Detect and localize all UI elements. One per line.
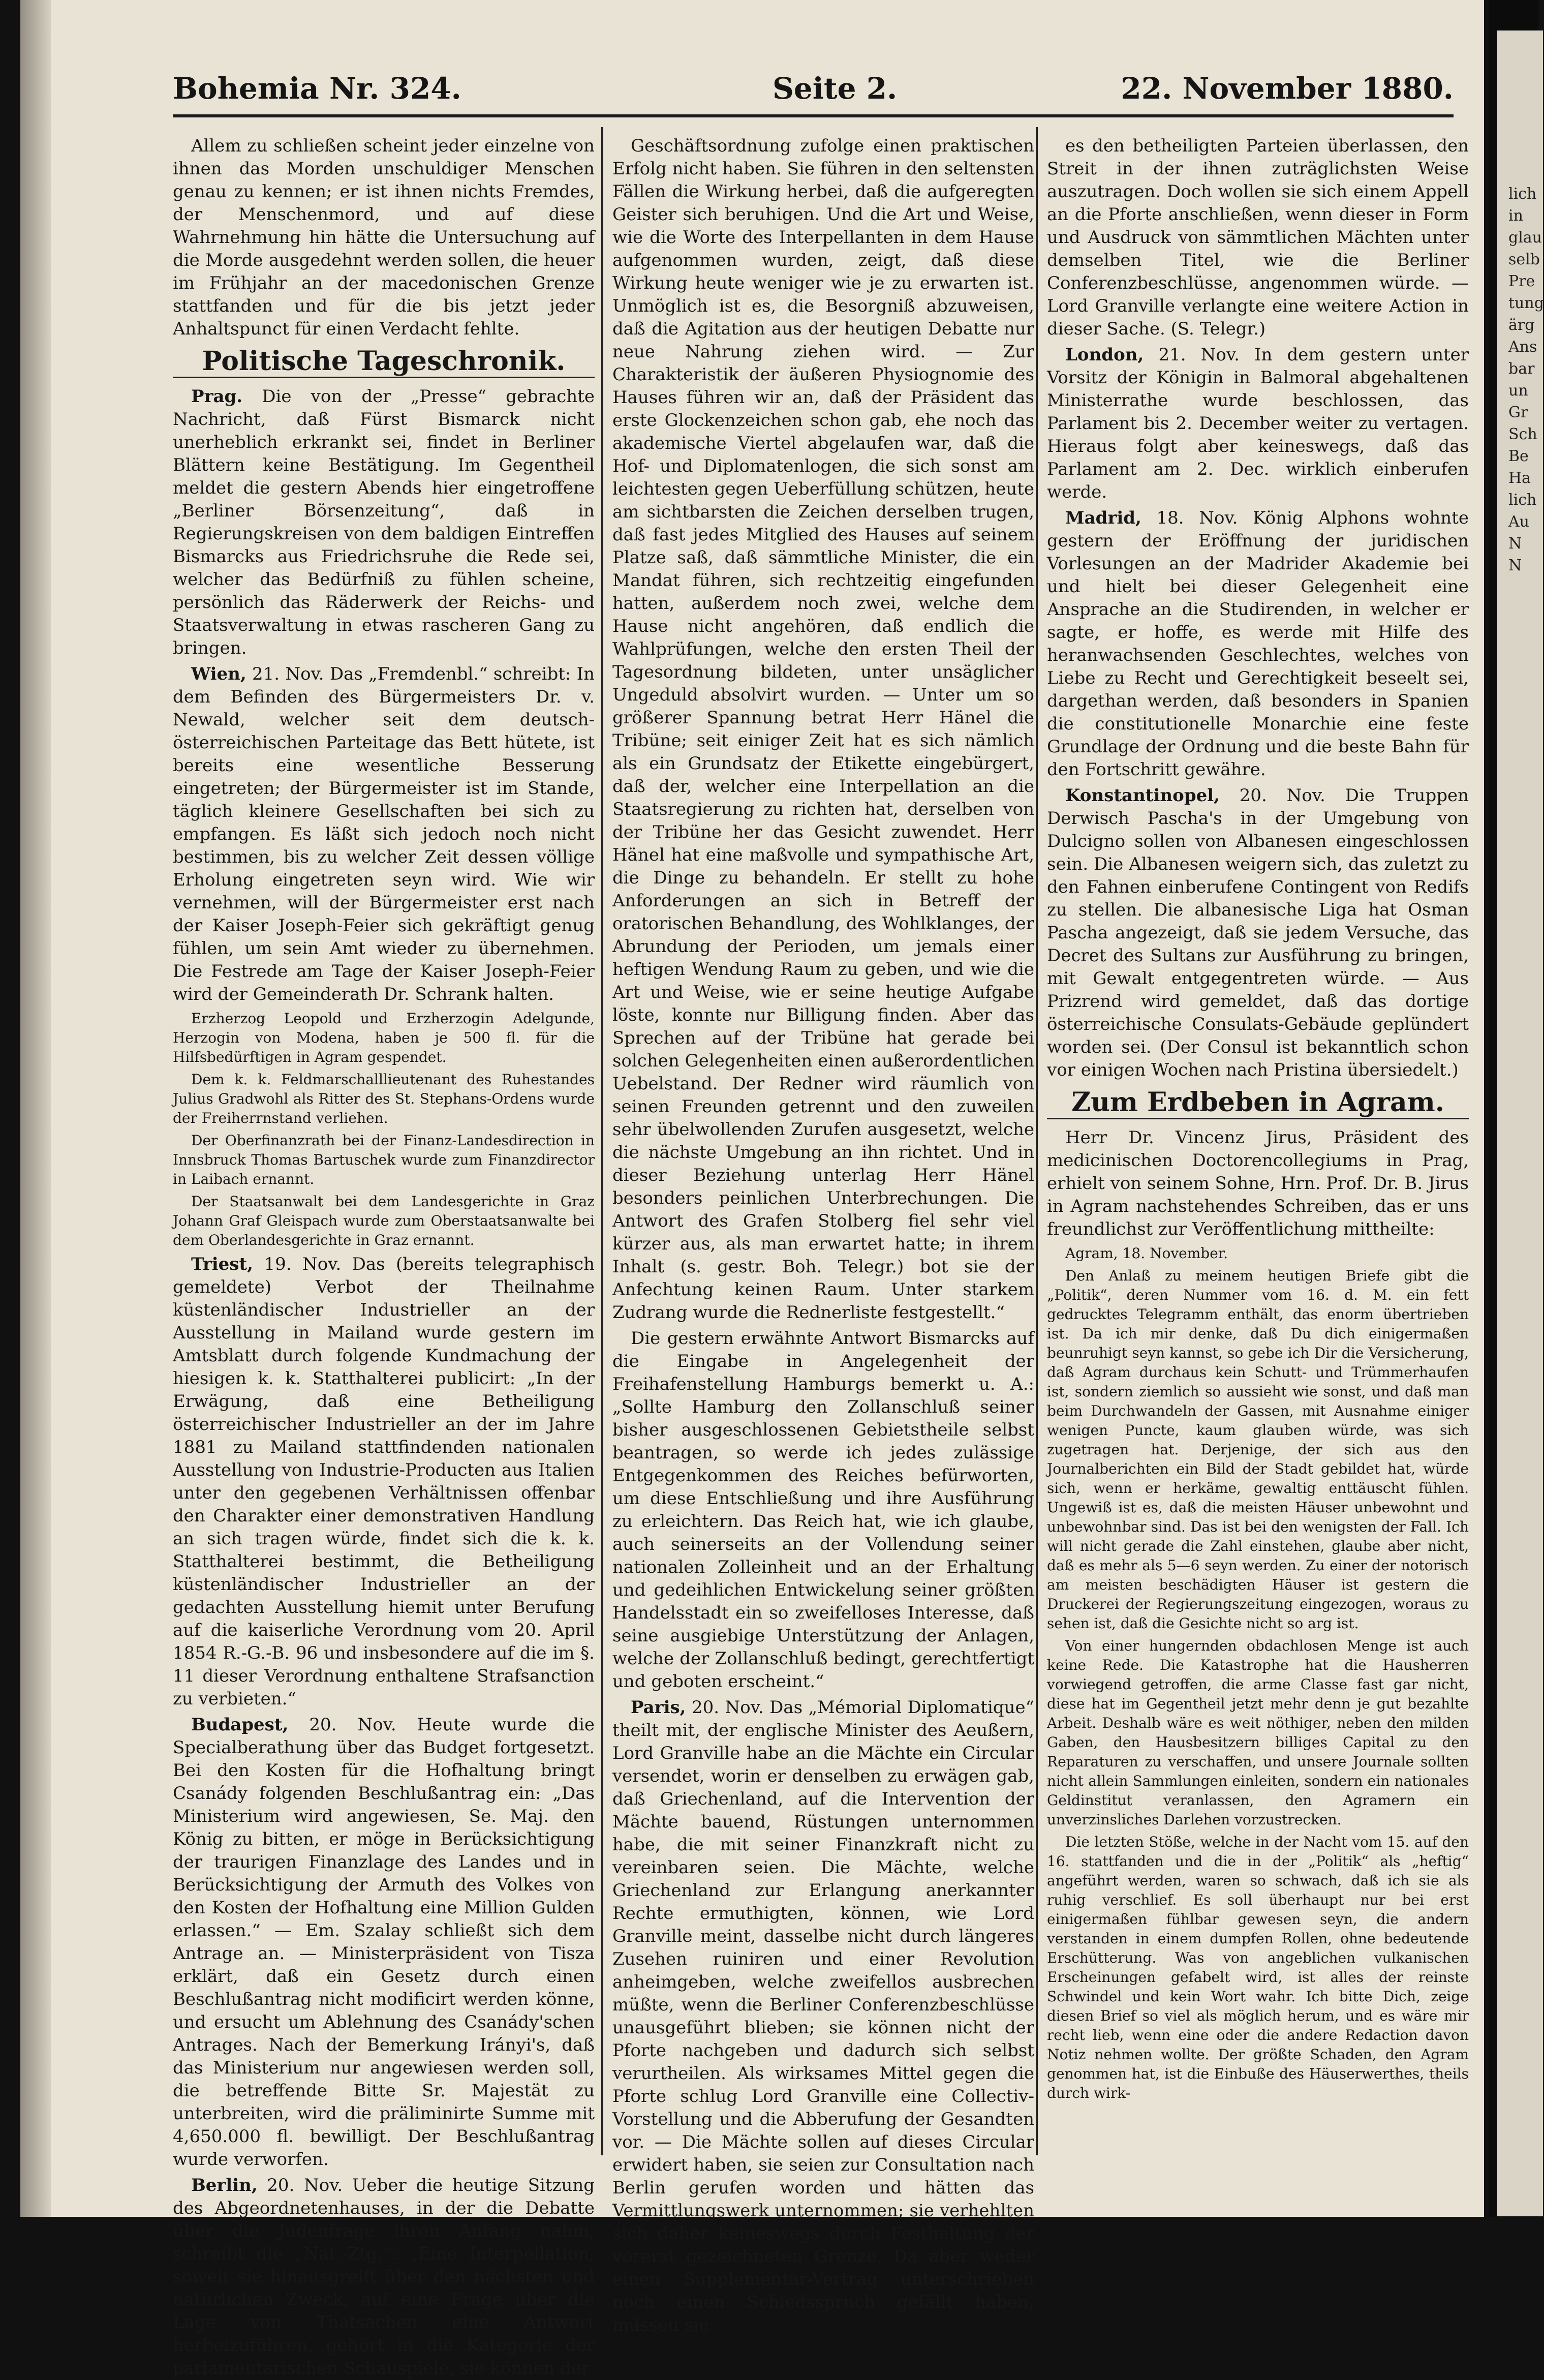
- article-paragraph: [1047, 135, 1469, 341]
- section-heading: Zum Erdbeben in Agram.: [1047, 1091, 1469, 1119]
- paragraph-text: Der Staatsanwalt bei dem Landesgerichte in Graz Johann Graf Gleispach wurde zum Oberstaatsanwalte bei dem Oberlandesgerichte in Graz ernannt.: [173, 1193, 595, 1248]
- adjacent-fragment: bar: [1508, 360, 1535, 378]
- adjacent-page-edge: [1489, 0, 1544, 2217]
- paragraph-text: 21. Nov. In dem gestern unter Vorsitz der Königin in Balmoral abgehaltenen Ministerrathe wurde beschlossen, das Parlament bis 2. December weiter zu vertagen. Hieraus folgt aber keineswegs, daß das Parlament am 2. Dec. wirklich einberufen werde.: [1047, 345, 1469, 502]
- paragraph-text: 20. Nov. Heute wurde die Specialberathung über das Budget fortgesetzt. Bei den Kosten für die Hofhaltung bringt Csanády folgenden Beschlußantrag ein: „Das Ministerium wird angewiesen, Se. Maj. den König zu bitten, er möge in Berücksichtigung der traurigen Finanzlage des Landes und in Berücksichtigung der Armuth des Volkes von den Kosten der Hofhaltung eine Million Gulden erlassen.“ — Em. Szalay schließt sich dem Antrage an. — Ministerpräsident von Tisza erklärt, daß ein Gesetz durch einen Beschlußantrag nicht modificirt werden könne, und ersucht um Ablehnung des Csanády'schen Antrages. Nach der Bemerkung Irányi's, daß das Ministerium nur angewiesen werden soll, die betreffende Bitte Sr. Majestät zu unterbreiten, wird die präliminirte Summe mit 4,650.000 fl. bewilligt. Der Beschlußantrag wurde verworfen.: [173, 1715, 595, 2170]
- paragraph-text: Geschäftsordnung zufolge einen praktischen Erfolg nicht haben. Sie führen in den seltensten Fällen die Wirkung herbei, daß die aufgeregten Geister sich beruhigen. Und die Art und Weise, wie die Worte des Interpellanten in dem Hause aufgenommen wurden, zeigt, daß diese Wirkung heute weniger wie je zu erwarten ist. Unmöglich ist es, die Besorgniß abzuweisen, daß die Agitation aus der heutigen Debatte nur neue Nahrung ziehen wird. — Zur Charakteristik der äußeren Physiognomie des Hauses führen wir an, daß der Präsident das erste Glockenzeichen schon gab, ehe noch das akademische Viertel abgelaufen war, daß die Hof- und Diplomatenlogen, die sich sonst am leichtesten gegen Ueberfüllung schützen, heute am sichtbarsten die Zeichen derselben trugen, daß fast jedes Mitglied des Hauses auf seinem Platze saß, daß sämmtliche Minister, die ein Mandat führen, sich rechtzeitig eingefunden hatten, außerdem noch zwei, welche dem Hause nicht angehören, daß endlich die Wahlprüfungen, welche den ersten Theil der Tagesordnung bildeten, unter unsäglicher Ungeduld absolvirt wurden. — Unter um so größerer Spannung betrat Herr Hänel die Tribüne; seit einiger Zeit hat es sich nämlich als ein Grundsatz der Etikette eingebürgert, daß der, welcher eine Interpellation an die Staatsregierung zu richten hat, derselben von der Tribüne her das Gesicht zuwendet. Herr Hänel hat eine maßvolle und sympathische Art, die Dinge zu behandeln. Er stellt zu hohe Anforderungen an sich in Betreff der oratorischen Behandlung, des Wohlklanges, der Abrundung der Perioden, um jemals einer heftigen Wendung Raum zu geben, und wie die Art und Weise, wie er seine heutige Aufgabe löste, konnte nur Billigung finden. Aber das Sprechen auf der Tribüne hat gerade bei solchen Gelegenheiten einen außerordentlichen Uebelstand. Der Redner wird räumlich von seinen Freunden getrennt und den zuweilen sehr übelwollenden Zurufen ausgesetzt, welche die nächste Umgebung an ihn richtet. Und in dieser Beziehung unterlag Herr Hänel besonders peinlichen Unterbrechungen. Die Antwort des Grafen Stolberg fiel sehr viel kürzer aus, als man erwartet hatte; in ihrem Inhalt (s. gestr. Boh. Telegr.) bot sie der Anfechtung keinen Raum. Unter starkem Zudrang wurde die Rednerliste festgestellt.“: [612, 136, 1034, 1323]
- header-page-number: Seite 2.: [773, 71, 898, 106]
- adjacent-fragment: tung: [1508, 294, 1544, 312]
- adjacent-fragment: Gr: [1508, 404, 1528, 421]
- adjacent-page-fragments: [1508, 183, 1544, 576]
- adjacent-fragment: Sch: [1508, 425, 1537, 443]
- paragraph-text: Erzherzog Leopold und Erzherzogin Adelgunde, Herzogin von Modena, haben je 500 fl. für die Hilfsbedürftigen in Agram gespendet.: [173, 1010, 595, 1065]
- article-paragraph: [612, 1327, 1034, 1693]
- article-paragraph: [612, 135, 1034, 1324]
- text-column-2: [612, 135, 1034, 2335]
- paragraph-text: 20. Nov. Die Truppen Derwisch Pascha's in der Umgebung von Dulcigno sollen von Albanesen eingeschlossen sein. Die Albanesen weigern sich, das zuletzt zu den Fahnen einberufene Contingent von Redifs zu stellen. Die albanesische Liga hat Osman Pascha angezeigt, daß sie jedem Versuche, das Decret des Sultans zur Ausführung zu bringen, mit Gewalt entgegentreten würde. — Aus Prizrend wird gemeldet, daß das dortige österreichische Consulats-Gebäude geplündert worden sei. (Der Consul ist bekanntlich schon vor einigen Wochen nach Pristina übersiedelt.): [1047, 785, 1469, 1080]
- paragraph-text: Von einer hungernden obdachlosen Menge ist auch keine Rede. Die Katastrophe hat die Hausherren vorwiegend getroffen, die arme Classe fast gar nicht, diese hat im Gegentheil jetzt mehr denn je gut bezahlte Arbeit. Deshalb wäre es weit nöthiger, neben den milden Gaben, den Hausbesitzern billiges Capital zu den Reparaturen zu verschaffen, und unsere Journale sollten nicht allein Sammlungen einleiten, sondern ein nationales Geldinstitut veranlassen, den Agramern ein unverzinsliches Darlehen vorzustrecken.: [1047, 1637, 1469, 1828]
- page-header: [173, 71, 1454, 117]
- article-paragraph: [173, 135, 595, 341]
- adjacent-fragment: ärg: [1508, 316, 1535, 334]
- paragraph-text: 20. Nov. Ueber die heutige Sitzung des Abgeordnetenhauses, in der die Debatte über die Judenfrage ihren Anfang nahm, schreibt die „Nat.-Ztg.“: „Eine Interpellation, soweit sie hinausgreift über den nächsten und natürlichen Zweck, auf eine Frage über die Lage von Thatsachen eine Antwort herbeizuführen, gehört in die Kategorie der parlamentarischen Schauspiele, sie können der: [173, 2175, 595, 2378]
- news-brief: [173, 1131, 595, 1189]
- dateline: Triest,: [191, 1254, 253, 1274]
- adjacent-fragment: Au: [1508, 513, 1529, 531]
- adjacent-fragment: N: [1508, 535, 1522, 553]
- article-paragraph: [173, 663, 595, 1006]
- dateline: London,: [1065, 345, 1144, 365]
- adjacent-fragment: in: [1508, 207, 1523, 225]
- paragraph-text: 20. Nov. Das „Mémorial Diplomatique“ theilt mit, der englische Minister des Aeußern, Lord Granville habe an die Mächte ein Circular versendet, worin er denselben zu erwägen gab, daß Griechenland, auf die Intervention der Mächte bauend, Rüstungen unternommen habe, die mit seiner Finanzkraft nicht zu vereinbaren seien. Die Mächte, welche Griechenland zur Erlangung anerkannter Rechte ermuthigten, können, wie Lord Granville meint, dasselbe nicht durch längeres Zusehen ruiniren und einer Revolution anheimgeben, welche zweifellos ausbrechen müßte, wenn die Berliner Conferenzbeschlüsse unausgeführt blieben; sie können nicht der Pforte nachgeben und dadurch sich selbst verurtheilen. Als wirksames Mittel gegen die Pforte schlug Lord Granville eine Collectiv-Vorstellung und die Abberufung der Gesandten vor. — Die Mächte sollen auf dieses Circular erwidert haben, sie seien zur Consultation nach Berlin gerufen worden und hätten das Vermittlungswerk unternommen; sie verhehlten sich daher keineswegs durch Festhaltung der vorerst gezeichneten Grenze. Da aber weder einen Supplementar-Vertrag unterschrieben noch einen Schiedsspruch gefällt haben, müssen sie: [612, 1697, 1034, 2335]
- article-paragraph: [173, 1714, 595, 2171]
- column-separator: [601, 127, 603, 2155]
- paragraph-text: Die gestern erwähnte Antwort Bismarcks auf die Eingabe in Angelegenheit der Freihafenstellung Hamburgs bemerkt u. A.: „Sollte Hamburg den Zollanschluß seiner bisher ausgeschlossenen Gebietstheile selbst beantragen, so werde ich jedes zulässige Entgegenkommen des Reiches befürworten, um diese Entschließung und ihre Ausführung zu erleichtern. Das Reich hat, wie ich glaube, auch seinerseits an der Vollendung seiner nationalen Zolleinheit und an der Erhaltung und gedeihlichen Entwickelung seiner größten Handelsstadt ein so zweifelloses Interesse, daß seine ausgiebige Unterstützung der Anlagen, welche der Zollanschluß bedingt, gerechtfertigt und geboten erscheint.“: [612, 1328, 1034, 1692]
- dateline: Konstantinopel,: [1065, 785, 1220, 806]
- adjacent-fragment: Ha: [1508, 469, 1531, 487]
- paragraph-text: 19. Nov. Das (bereits telegraphisch gemeldete) Verbot der Theilnahme küstenländischer Industrieller an der Ausstellung in Mailand wurde gestern im Amtsblatt durch folgende Kundmachung der hiesigen k. k. Statthalterei publicirt: „In der Erwägung, daß eine Betheiligung österreichischer Industrieller an der im Jahre 1881 zu Mailand stattfindenden nationalen Ausstellung von Industrie-Producten aus Italien unter den gegebenen Verhältnissen offenbar den Charakter einer demonstrativen Handlung an sich tragen würde, findet sich die k. k. Statthalterei bestimmt, die Betheiligung küstenländischer Industrieller an der gedachten Ausstellung hiemit unter Berufung auf die kaiserliche Verordnung vom 20. April 1854 R.-G.-B. 96 und insbesondere auf die im §. 11 dieser Verordnung enthaltene Strafsanction zu verbieten.“: [173, 1254, 595, 1709]
- header-date: 22. November 1880.: [1121, 71, 1454, 106]
- text-column-3: [1047, 135, 1469, 2148]
- dateline: Wien,: [191, 664, 246, 684]
- paragraph-text: Die von der „Presse“ gebrachte Nachricht, daß Fürst Bismarck nicht unerheblich erkrankt sei, findet in Berliner Blättern keine Bestätigung. Im Gegentheil meldet die gestern Abends hier eingetroffene „Berliner Börsenzeitung“, daß in Regierungskreisen von dem baldigen Eintreffen Bismarcks aus Friedrichsruhe die Rede sei, welcher das Bedürfniß zu fühlen scheine, persönlich das Räderwerk der Reichs- und Staatsverwaltung in etwas rascheren Gang zu bringen.: [173, 386, 595, 658]
- paragraph-text: Den Anlaß zu meinem heutigen Briefe gibt die „Politik“, deren Nummer vom 16. d. M. ein fett gedrucktes Telegramm enthält, das enorm übertrieben ist. Da ich mir denke, daß Du dich einigermaßen beunruhigt seyn kannst, so gebe ich Dir die Versicherung, daß Agram durchaus kein Schutt- und Trümmerhaufen ist, sondern ziemlich so aussieht wie sonst, und daß man beim Durchwandeln der Gassen, mit Ausnahme einiger wenigen Puncte, kaum glauben würde, was sich zugetragen hat. Derjenige, der sich aus den Journalberichten ein Bild der Stadt gebildet hat, würde sich, wenn er herkäme, gewaltig enttäuscht fühlen. Ungewiß ist es, daß die meisten Häuser unbewohnt und unbewohnbar sind. Das ist bei den wenigsten der Fall. Ich will nicht gerade die Zahl einstehen, glaube aber nicht, daß es mehr als 5—6 seyn werden. Zu einer der notorisch am meisten beschädigten Häuser ist gestern die Druckerei der Regierungszeitung eingezogen, woraus zu sehen ist, daß die Gesichte nicht so arg ist.: [1047, 1267, 1469, 1632]
- article-paragraph: [612, 1696, 1034, 2337]
- dateline: Paris,: [631, 1697, 686, 1718]
- newspaper-page: [20, 0, 1484, 2378]
- text-column-1: [173, 135, 595, 2378]
- news-brief: [1047, 1833, 1469, 2103]
- paragraph-text: 21. Nov. Das „Fremdenbl.“ schreibt: In dem Befinden des Bürgermeisters Dr. v. Newald, welcher seit dem deutsch-österreichischen Parteitage das Bett hütete, ist bereits eine wesentliche Besserung eingetreten; der Bürgermeister ist im Stande, täglich kleinere Gesellschaften bei sich zu empfangen. Es läßt sich jedoch noch nicht bestimmen, bis zu welcher Zeit dessen völlige Erholung eingetreten seyn wird. Wie wir vernehmen, will der Bürgermeister erst nach der Kaiser Joseph-Feier sich gekräftigt genug fühlen, um sein Amt wieder zu übernehmen. Die Festrede am Tage der Kaiser Joseph-Feier wird der Gemeinderath Dr. Schrank halten.: [173, 664, 595, 1004]
- dateline: Berlin,: [191, 2175, 258, 2195]
- article-paragraph: [173, 385, 595, 660]
- adjacent-fragment: Pre: [1508, 272, 1535, 290]
- news-brief: [173, 1192, 595, 1250]
- paragraph-text: 18. Nov. König Alphons wohnte gestern der Eröffnung der juridischen Vorlesungen an der Madrider Akademie bei und hielt bei dieser Gelegenheit eine Ansprache an die Studirenden, in welcher er sagte, er hoffe, es werde mit Hilfe des heranwachsenden Geschlechtes, welches von Liebe zu Recht und Gerechtigkeit beseelt sei, dargethan werden, daß besonders in Spanien die constitutionelle Monarchie eine feste Grundlage der Ordnung und die beste Bahn für den Fortschritt gewähre.: [1047, 508, 1469, 780]
- article-paragraph: [1047, 507, 1469, 781]
- article-paragraph: [173, 1253, 595, 1711]
- dateline: Budapest,: [191, 1715, 289, 1735]
- news-brief: [173, 1070, 595, 1128]
- paragraph-text: Herr Dr. Vincenz Jirus, Präsident des medicinischen Doctorencollegiums in Prag, erhielt von seinem Sohne, Hrn. Prof. Dr. B. Jirus in Agram nachstehendes Schreiben, das er uns freundlichst zur Veröffentlichung mittheilte:: [1047, 1127, 1469, 1239]
- paragraph-text: Der Oberfinanzrath bei der Finanz-Landesdirection in Innsbruck Thomas Bartuschek wurde zum Finanzdirector in Laibach ernannt.: [173, 1132, 595, 1187]
- article-paragraph: [1047, 1126, 1469, 1241]
- paragraph-text: Die letzten Stöße, welche in der Nacht vom 15. auf den 16. stattfanden und die in der „Politik“ als „heftig“ angeführt werden, waren so schwach, daß ich sie als ruhig verschlief. Es soll überhaupt nur bei erst einigermaßen fühlbar gewesen seyn, die andern verstanden in einem dumpfen Rollen, ohne bedeutende Erschütterung. Was von angeblichen vulkanischen Erscheinungen gefabelt wird, ist alles der reinste Schwindel und kein Wort wahr. Ich bitte Dich, zeige diesen Brief so viel als möglich herum, und es wäre mir recht lieb, wenn eine oder die andere Redaction davon Notiz nehmen wollte. Der größte Schaden, den Agram genommen hat, ist die Einbuße des Häuserwerthes, theils durch wirk-: [1047, 1834, 1469, 2101]
- adjacent-fragment: Be: [1508, 447, 1529, 465]
- dateline: Prag.: [191, 386, 243, 407]
- adjacent-page-strip: [1497, 30, 1543, 2216]
- paragraph-text: Allem zu schließen scheint jeder einzelne von ihnen das Morden unschuldiger Menschen genau zu kennen; er ist ihnen nichts Fremdes, der Menschenmord, und auf diese Wahrnehmung hin hätte die Untersuchung auf die Morde ausgedehnt werden sollen, die heuer im Frühjahr an der macedonischen Grenze stattfanden und für die bis jetzt jeder Anhaltspunct für einen Verdacht fehlte.: [173, 136, 595, 339]
- paragraph-text: es den betheiligten Parteien überlassen, den Streit in der ihnen zuträglichsten Weise auszutragen. Doch wollen sie sich einem Appell an die Pforte anschließen, wenn dieser in Form und Ausdruck von sämmtlichen Mächten unter demselben Titel, wie die Berliner Conferenzbeschlüsse, angenommen würde. — Lord Granville verlangte eine weitere Action in dieser Sache. (S. Telegr.): [1047, 136, 1469, 339]
- header-rule: [173, 114, 1454, 117]
- adjacent-fragment: lich: [1508, 185, 1537, 203]
- article-paragraph: [173, 2174, 595, 2380]
- news-brief: [173, 1009, 595, 1067]
- adjacent-fragment: lich: [1508, 491, 1537, 509]
- article-paragraph: [1047, 784, 1469, 1082]
- paragraph-text: Dem k. k. Feldmarschalllieutenant des Ruhestandes Julius Gradwohl als Ritter des St. Stephans-Ordens wurde der Freiherrnstand verliehen.: [173, 1071, 595, 1126]
- adjacent-fragment: selb: [1508, 251, 1540, 268]
- header-masthead: Bohemia Nr. 324.: [173, 71, 461, 106]
- news-brief: [1047, 1636, 1469, 1829]
- adjacent-fragment: N: [1508, 557, 1522, 574]
- dateline: Madrid,: [1065, 508, 1141, 528]
- paragraph-text: Agram, 18. November.: [1065, 1245, 1228, 1262]
- news-brief: [1047, 1244, 1469, 1263]
- adjacent-fragment: glau: [1508, 229, 1542, 247]
- adjacent-fragment: un: [1508, 382, 1528, 400]
- article-paragraph: [1047, 344, 1469, 504]
- section-heading: Politische Tageschronik.: [173, 350, 595, 378]
- news-brief: [1047, 1266, 1469, 1633]
- column-separator: [1036, 127, 1038, 2155]
- adjacent-fragment: Ans: [1508, 338, 1537, 356]
